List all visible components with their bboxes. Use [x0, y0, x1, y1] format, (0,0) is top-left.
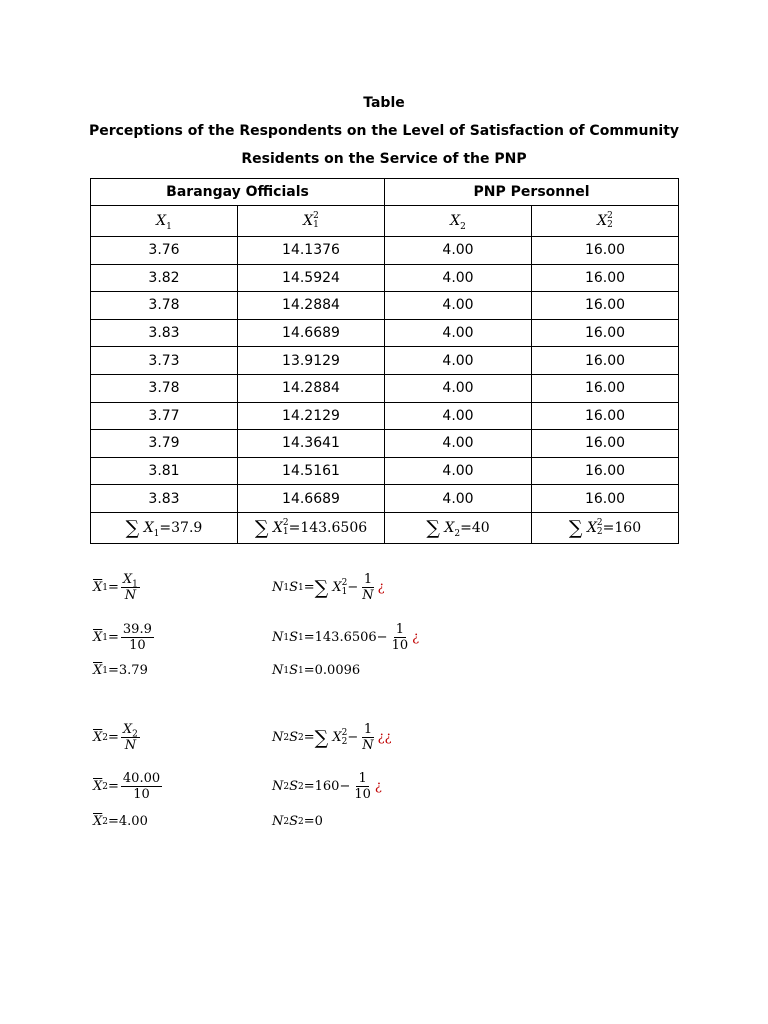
mean1-result: $\overline{X}$ 1 =3.79	[93, 663, 148, 678]
mean2-result: $\overline{X}$ 2 =4.00	[93, 814, 148, 829]
sum-x2: ∑ $X_2=40$	[385, 512, 532, 543]
table-cell: 16.00	[532, 374, 679, 402]
sum-x1-squared: ∑ X 2 1 =143.6506	[238, 512, 385, 543]
table-cell: 16.00	[532, 402, 679, 430]
var2-formula: N 2 S 2 = ∑ X 2 2 − $\frac{1}{N}$ ¿¿	[272, 722, 392, 753]
group-header-row	[91, 179, 679, 206]
table-cell: 13.9129	[238, 347, 385, 375]
sigma-icon: ∑	[254, 516, 269, 539]
table-cell: 3.78	[91, 374, 238, 402]
table-row	[91, 319, 679, 347]
table-row	[91, 485, 679, 513]
mean2-substituted: $\overline{X}$ 2 = $\frac{40.00}{10}$	[93, 771, 161, 802]
table-cell: 14.5924	[238, 264, 385, 292]
table-cell: 14.2884	[238, 374, 385, 402]
mean2-formula: $\overline{X}$ 2 = $\frac{X_2}{N}$	[93, 722, 138, 753]
table-cell: 3.81	[91, 457, 238, 485]
table-cell: 3.73	[91, 347, 238, 375]
mean1-substituted: $\overline{X}$ 1 = $\frac{39.9}{10}$	[93, 622, 152, 653]
var2-substituted: N 2 S 2 =160− $\frac{1}{10}$ ¿	[272, 771, 382, 802]
var1-result: N 1 S 1 =0.0096	[272, 663, 361, 678]
table-row	[91, 374, 679, 402]
col-header-x2: $X_2$	[385, 206, 532, 237]
table-cell: 16.00	[532, 292, 679, 320]
table-title-line-2: Residents on the Service of the PNP	[241, 151, 527, 167]
table-cell: 16.00	[532, 237, 679, 265]
sum-x2-squared: ∑ X 2 2 =160	[532, 512, 679, 543]
var1-formula: N 1 S 1 = ∑ X 2 1 − $\frac{1}{N}$ ¿	[272, 572, 385, 603]
table-cell: 4.00	[385, 319, 532, 347]
table-cell: 3.82	[91, 264, 238, 292]
mean1-formula: $\overline{X}$ 1 = $\frac{X_1}{N}$	[93, 572, 138, 603]
table-cell: 14.6689	[238, 485, 385, 513]
sigma-icon: ∑	[568, 516, 583, 539]
sum-row	[91, 512, 679, 543]
table-cell: 3.76	[91, 237, 238, 265]
table-cell: 14.2129	[238, 402, 385, 430]
table-title-line-1: Perceptions of the Respondents on the Level of Satisfaction of Community	[88, 123, 680, 139]
col-header-x1: $X_1$	[91, 206, 238, 237]
table-cell: 16.00	[532, 485, 679, 513]
col-header-x1-squared: X 2 1	[238, 206, 385, 237]
table-cell: 14.3641	[238, 430, 385, 458]
table-row	[91, 457, 679, 485]
table-cell: 3.83	[91, 485, 238, 513]
group-header-barangay: Barangay Officials	[91, 179, 385, 206]
table-cell: 4.00	[385, 374, 532, 402]
table-cell: 4.00	[385, 485, 532, 513]
table-row	[91, 430, 679, 458]
table-row	[91, 237, 679, 265]
table-cell: 16.00	[532, 264, 679, 292]
sigma-icon: ∑	[426, 516, 440, 539]
symbol-header-row	[91, 206, 679, 237]
table-cell: 3.78	[91, 292, 238, 320]
table-cell: 3.77	[91, 402, 238, 430]
table-row	[91, 264, 679, 292]
var2-result: N 2 S 2 =0	[272, 814, 323, 829]
table-cell: 14.2884	[238, 292, 385, 320]
table-cell: 3.83	[91, 319, 238, 347]
table-label: Table	[363, 95, 405, 111]
table-cell: 16.00	[532, 347, 679, 375]
col-header-x2-squared: X 2 2	[532, 206, 679, 237]
table-cell: 4.00	[385, 402, 532, 430]
sum-x1: ∑ $X_1=37.9$	[91, 512, 238, 543]
table-cell: 4.00	[385, 292, 532, 320]
table-body	[91, 237, 679, 513]
table-row	[91, 402, 679, 430]
table-cell: 14.1376	[238, 237, 385, 265]
table-cell: 4.00	[385, 347, 532, 375]
table-cell: 4.00	[385, 237, 532, 265]
var1-substituted: N 1 S 1 =143.6506− $\frac{1}{10}$ ¿	[272, 622, 420, 653]
group-header-pnp: PNP Personnel	[385, 179, 679, 206]
sigma-icon: ∑	[314, 576, 329, 599]
table-cell: 4.00	[385, 264, 532, 292]
sigma-icon: ∑	[314, 726, 329, 749]
table-cell: 16.00	[532, 430, 679, 458]
table-row	[91, 292, 679, 320]
table-row	[91, 347, 679, 375]
table-cell: 14.6689	[238, 319, 385, 347]
table-cell: 16.00	[532, 457, 679, 485]
table-cell: 3.79	[91, 430, 238, 458]
table-cell: 4.00	[385, 457, 532, 485]
table-cell: 4.00	[385, 430, 532, 458]
table-cell: 14.5161	[238, 457, 385, 485]
table-cell: 16.00	[532, 319, 679, 347]
sigma-icon: ∑	[125, 516, 140, 539]
data-table	[90, 178, 679, 544]
